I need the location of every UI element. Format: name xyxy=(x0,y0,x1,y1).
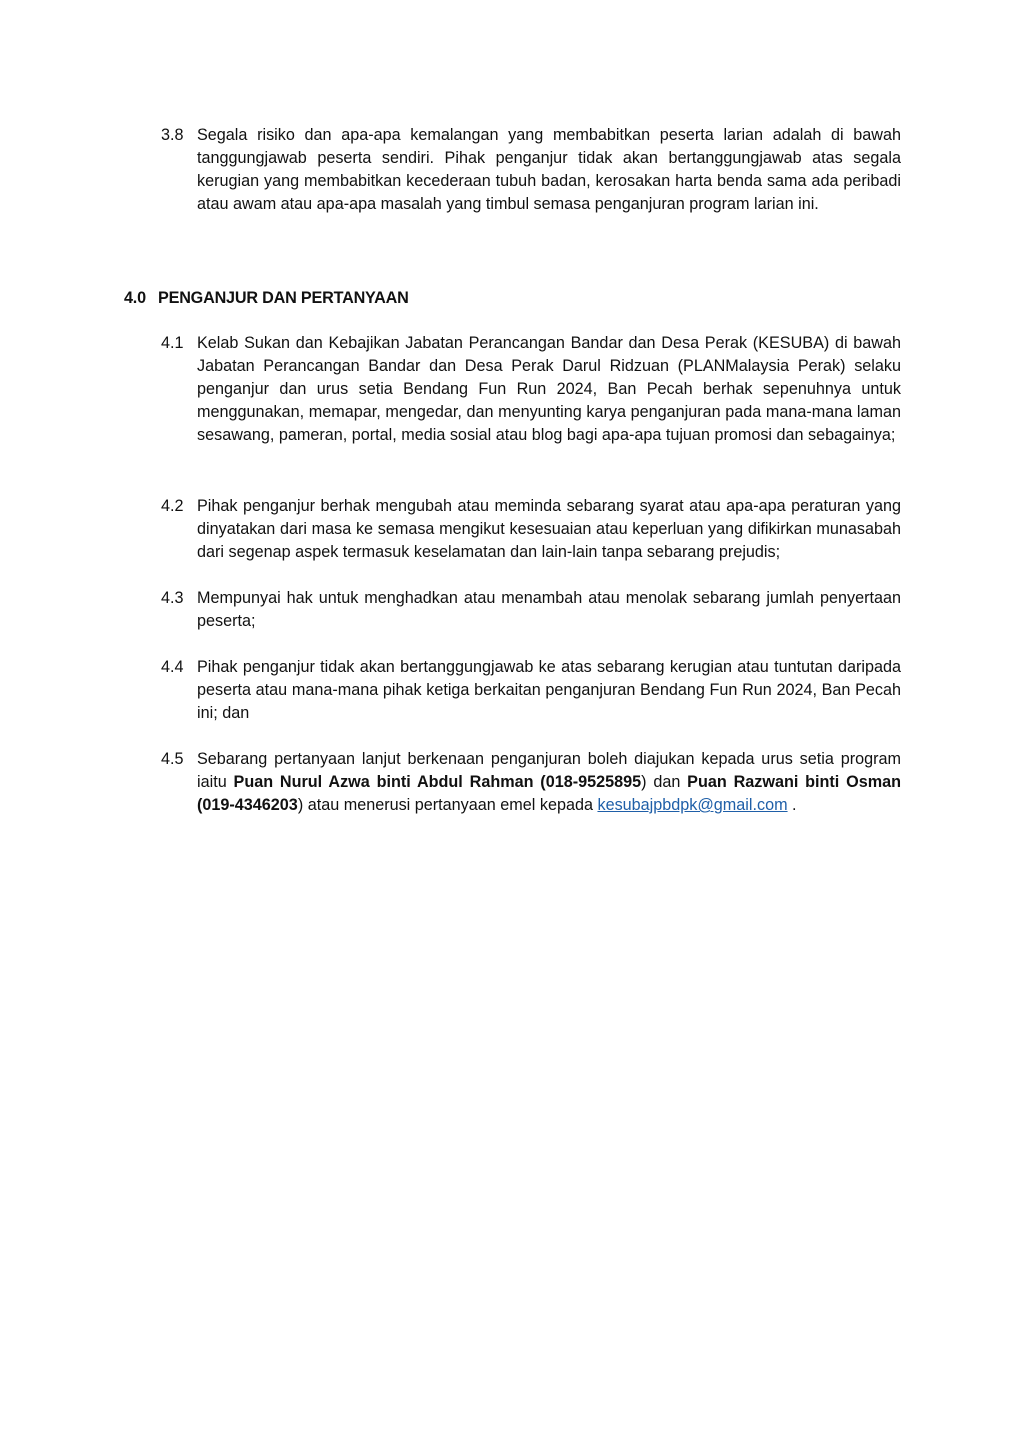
item-text: Pihak penganjur tidak akan bertanggungjawab ke atas sebarang kerugian atau tuntutan daripada peserta atau mana-mana pihak ketiga berkaitan penganjuran Bendang Fun Run 2024, Ban Pecah ini; dan xyxy=(197,658,901,722)
item-text: Mempunyai hak untuk menghadkan atau menambah atau menolak sebarang jumlah penyertaan peserta; xyxy=(197,589,901,630)
item-text: Segala risiko dan apa-apa kemalangan yang membabitkan peserta larian adalah di bawah tanggungjawab peserta sendiri. Pihak penganjur tidak akan bertanggungjawab atas segala kerugian yang membabitkan kecederaan tubuh badan, kerosakan harta benda sama ada peribadi atau awam atau apa-apa masalah yang timbul semasa penganjuran program larian ini. xyxy=(197,126,901,213)
item-4-1 xyxy=(161,332,901,447)
section-heading xyxy=(124,287,409,310)
item-4-2 xyxy=(161,495,901,564)
item-text: Kelab Sukan dan Kebajikan Jabatan Perancangan Bandar dan Desa Perak (KESUBA) di bawah Jabatan Perancangan Bandar dan Desa Perak Darul Ridzuan (PLANMalaysia Perak) selaku penganjur dan urus setia Bendang Fun Run 2024, Ban Pecah berhak sepenuhnya untuk menggunakan, memapar, mengedar, dan menyunting karya penganjuran pada mana-mana laman sesawang, pameran, portal, media sosial atau blog bagi apa-apa tujuan promosi dan sebagainya; xyxy=(197,334,901,444)
item-4-5 xyxy=(161,748,901,817)
item-number: 4.5 xyxy=(161,750,184,768)
section-number: 4.0 xyxy=(124,289,146,307)
section-title: PENGANJUR DAN PERTANYAAN xyxy=(158,289,409,307)
contact-1: Puan Nurul Azwa binti Abdul Rahman (018-9525895 xyxy=(233,773,642,791)
text-segment: Sebarang pertanyaan lanjut berkenaan penganjuran boleh diajukan kepada urus setia program iaitu xyxy=(197,750,901,791)
text-segment: . xyxy=(787,796,797,814)
item-number: 4.1 xyxy=(161,334,184,352)
item-4-3 xyxy=(161,587,901,633)
text-segment: ) dan xyxy=(641,773,688,791)
email-link[interactable]: kesubajpbdpk@gmail.com xyxy=(597,796,788,814)
item-number: 4.2 xyxy=(161,497,184,515)
item-text xyxy=(197,748,901,817)
item-text: Pihak penganjur berhak mengubah atau meminda sebarang syarat atau apa-apa peraturan yang dinyatakan dari masa ke semasa mengikut kesesuaian atau keperluan yang difikirkan munasabah dari segenap aspek termasuk keselamatan dan lain-lain tanpa sebarang prejudis; xyxy=(197,497,901,561)
contact-2: Puan Razwani binti Osman (019-4346203 xyxy=(197,773,902,814)
item-number: 4.4 xyxy=(161,658,184,676)
item-number: 4.3 xyxy=(161,589,184,607)
item-number: 3.8 xyxy=(161,126,184,144)
item-3-8 xyxy=(161,124,901,216)
text-segment: ) atau menerusi pertanyaan emel kepada xyxy=(297,796,598,814)
item-4-4 xyxy=(161,656,901,725)
